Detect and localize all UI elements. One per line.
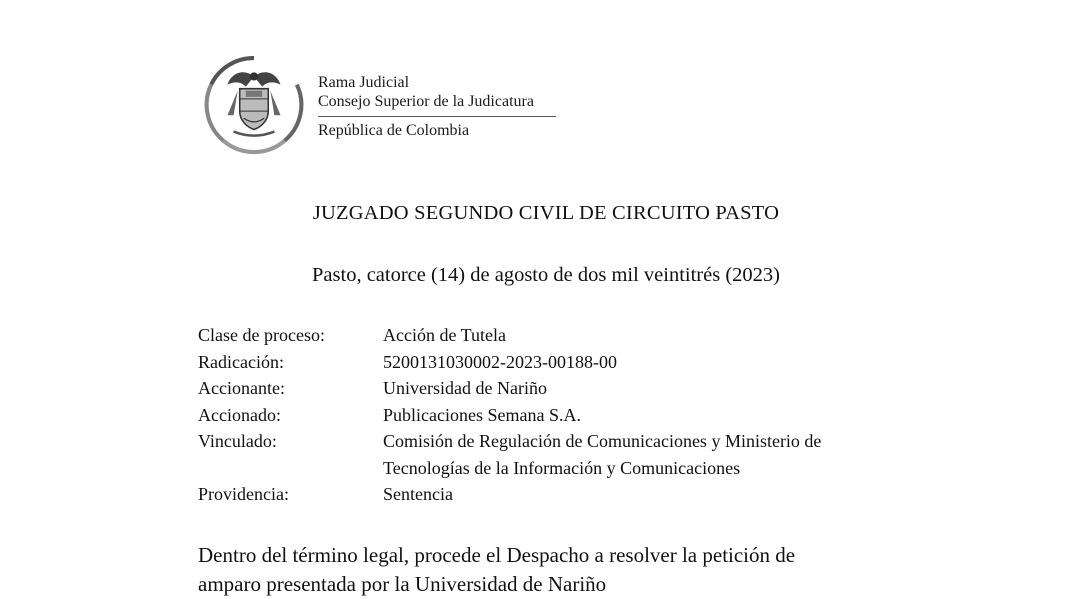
case-info-value-line: 5200131030002-2023-00188-00 [383,351,617,372]
letterhead-council: Consejo Superior de la Judicatura [318,93,534,110]
body-line: Dentro del término legal, procede el Despacho a resolver la petición de [198,543,796,567]
case-info-label: Vinculado: [198,431,277,451]
case-info-value [383,481,918,508]
case-info-value-line: Publicaciones Semana S.A. [383,404,581,425]
court-name-heading: JUZGADO SEGUNDO CIVIL DE CIRCUITO PASTO [312,202,780,224]
case-info-label: Accionante: [198,378,285,398]
case-info-value [383,428,918,481]
case-info-row [198,402,918,429]
letterhead [318,73,556,140]
letterhead-country: República de Colombia [318,122,470,139]
case-info-value-line: Tecnologías de la Información y Comunicaciones [383,457,741,478]
case-info-row [198,349,918,376]
letterhead-branch: Rama Judicial [318,74,410,91]
body-line: amparo presentada por la Universidad de Nariño [198,572,607,596]
body-paragraph [198,541,918,599]
date-line: Pasto, catorce (14) de agosto de dos mil veintitrés (2023) [312,264,780,286]
case-info-label: Radicación: [198,351,284,372]
case-info-row [198,481,918,508]
case-info-label: Clase de proceso: [198,325,325,345]
case-info-label: Accionado: [198,404,281,425]
case-info-table [198,322,918,508]
case-info-value-line: Comisión de Regulación de Comunicaciones y Ministerio de [383,431,822,451]
case-info-value [383,322,918,349]
case-info-value [383,375,918,402]
coat-of-arms-seal-icon [203,54,305,156]
case-info-row [198,428,918,481]
case-info-value-line: Acción de Tutela [383,325,506,345]
case-info-value-line: Universidad de Nariño [383,378,547,398]
case-info-row [198,375,918,402]
case-info-value [383,402,918,429]
case-info-row [198,322,918,349]
case-info-value-line: Sentencia [383,484,453,504]
case-info-label: Providencia: [198,484,289,504]
letterhead-divider [318,116,556,117]
case-info-value [383,349,918,376]
